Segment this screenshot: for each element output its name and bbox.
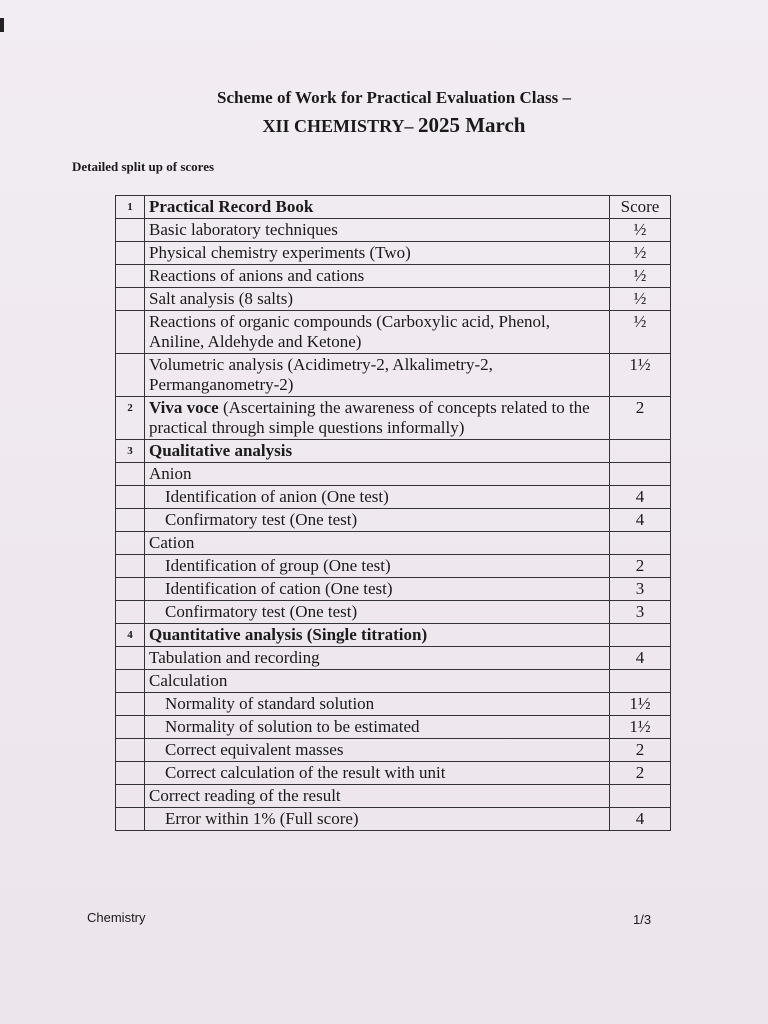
section-number <box>116 219 145 242</box>
table-row <box>116 354 671 397</box>
table-row <box>116 555 671 578</box>
table-row <box>116 397 671 440</box>
table-row <box>116 509 671 532</box>
item-score: 2 <box>610 739 671 762</box>
item-description: Identification of group (One test) <box>145 555 610 578</box>
table-row <box>116 486 671 509</box>
score-column-header: Score <box>610 196 671 219</box>
table-row <box>116 785 671 808</box>
item-description: Practical Record Book <box>145 196 610 219</box>
score-table-body <box>116 196 671 831</box>
section-number <box>116 716 145 739</box>
section-number <box>116 486 145 509</box>
table-row <box>116 739 671 762</box>
title-year: 2025 March <box>417 113 526 137</box>
item-description: Identification of anion (One test) <box>145 486 610 509</box>
item-description: Qualitative analysis <box>145 440 610 463</box>
item-description: Confirmatory test (One test) <box>145 601 610 624</box>
item-score: ½ <box>610 288 671 311</box>
item-score: 3 <box>610 578 671 601</box>
table-row <box>116 288 671 311</box>
item-description: Calculation <box>145 670 610 693</box>
document-title-line2 <box>0 113 768 138</box>
section-number <box>116 288 145 311</box>
item-description: Cation <box>145 532 610 555</box>
table-row <box>116 532 671 555</box>
section-number <box>116 242 145 265</box>
item-score <box>610 785 671 808</box>
section-number <box>116 509 145 532</box>
section-number <box>116 354 145 397</box>
item-score: 1½ <box>610 354 671 397</box>
item-score: 4 <box>610 808 671 831</box>
item-score: 4 <box>610 486 671 509</box>
section-number: 4 <box>116 624 145 647</box>
item-description: Identification of cation (One test) <box>145 578 610 601</box>
item-score: 1½ <box>610 693 671 716</box>
item-description: Correct calculation of the result with unit <box>145 762 610 785</box>
item-description <box>145 397 610 440</box>
item-score: ½ <box>610 242 671 265</box>
item-description: Normality of solution to be estimated <box>145 716 610 739</box>
item-score: 4 <box>610 647 671 670</box>
section-number <box>116 311 145 354</box>
section-number <box>116 265 145 288</box>
table-row <box>116 670 671 693</box>
item-detail: (Ascertaining the awareness of concepts related to the practical through simple questions informally) <box>149 398 590 437</box>
title-subject: XII CHEMISTRY– <box>262 116 418 136</box>
section-number <box>116 555 145 578</box>
section-number <box>116 463 145 486</box>
table-row <box>116 716 671 739</box>
item-description: Correct reading of the result <box>145 785 610 808</box>
subheading: Detailed split up of scores <box>72 159 215 174</box>
item-description: Tabulation and recording <box>145 647 610 670</box>
item-description: Salt analysis (8 salts) <box>145 288 610 311</box>
item-score: 4 <box>610 509 671 532</box>
item-score: ½ <box>610 311 671 354</box>
item-score: 2 <box>610 555 671 578</box>
item-score <box>610 532 671 555</box>
item-score: 2 <box>610 397 671 440</box>
table-row <box>116 762 671 785</box>
section-number: 2 <box>116 397 145 440</box>
footer-page-number: 1/3 <box>633 912 652 927</box>
table-row <box>116 624 671 647</box>
item-score <box>610 463 671 486</box>
table-row <box>116 219 671 242</box>
item-description: Error within 1% (Full score) <box>145 808 610 831</box>
section-number <box>116 532 145 555</box>
item-description: Confirmatory test (One test) <box>145 509 610 532</box>
section-number: 3 <box>116 440 145 463</box>
scan-edge-mark <box>0 18 4 32</box>
item-score: 3 <box>610 601 671 624</box>
item-score <box>610 624 671 647</box>
section-number <box>116 601 145 624</box>
section-number <box>116 693 145 716</box>
table-row <box>116 440 671 463</box>
table-row <box>116 196 671 219</box>
table-row <box>116 311 671 354</box>
item-score: ½ <box>610 219 671 242</box>
item-description: Correct equivalent masses <box>145 739 610 762</box>
section-number <box>116 739 145 762</box>
section-number <box>116 762 145 785</box>
section-number <box>116 808 145 831</box>
item-description: Anion <box>145 463 610 486</box>
item-score <box>610 670 671 693</box>
item-description: Reactions of organic compounds (Carboxylic acid, Phenol, Aniline, Aldehyde and Ketone) <box>145 311 610 354</box>
item-score: 1½ <box>610 716 671 739</box>
item-description: Reactions of anions and cations <box>145 265 610 288</box>
section-number <box>116 670 145 693</box>
item-description: Normality of standard solution <box>145 693 610 716</box>
item-description: Physical chemistry experiments (Two) <box>145 242 610 265</box>
table-row <box>116 265 671 288</box>
item-description: Basic laboratory techniques <box>145 219 610 242</box>
footer-subject: Chemistry <box>87 910 146 925</box>
table-row <box>116 463 671 486</box>
item-title: Viva voce <box>149 398 219 417</box>
table-row <box>116 601 671 624</box>
item-score: 2 <box>610 762 671 785</box>
section-number: 1 <box>116 196 145 219</box>
item-description: Quantitative analysis (Single titration) <box>145 624 610 647</box>
table-row <box>116 693 671 716</box>
table-row <box>116 808 671 831</box>
item-description: Volumetric analysis (Acidimetry-2, Alkalimetry-2, Permanganometry-2) <box>145 354 610 397</box>
table-row <box>116 578 671 601</box>
table-row <box>116 242 671 265</box>
item-score <box>610 440 671 463</box>
section-number <box>116 647 145 670</box>
section-number <box>116 785 145 808</box>
item-score: ½ <box>610 265 671 288</box>
section-number <box>116 578 145 601</box>
table-row <box>116 647 671 670</box>
score-table <box>115 195 671 831</box>
document-title-line1: Scheme of Work for Practical Evaluation Class – <box>217 88 571 107</box>
